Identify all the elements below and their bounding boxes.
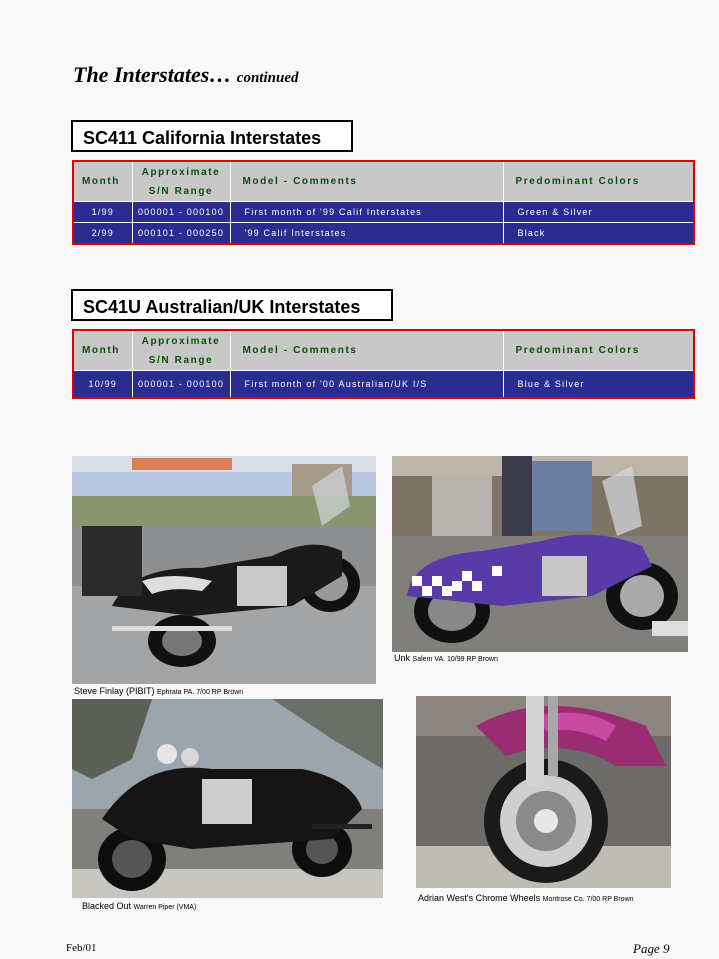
header-sn-range bbox=[132, 330, 230, 371]
cell-colors: Green & Silver bbox=[503, 202, 694, 223]
cell-colors: Blue & Silver bbox=[503, 371, 694, 399]
cell-sn: 000101 - 000250 bbox=[132, 223, 230, 245]
chrome-wheel-closeup-photo bbox=[416, 696, 671, 888]
caption-small: Warren Piper (VMA) bbox=[133, 904, 197, 911]
photo-caption bbox=[418, 893, 634, 903]
table-row bbox=[73, 223, 694, 245]
header-sn-line1: Approximate bbox=[141, 166, 221, 178]
page-title bbox=[73, 62, 298, 88]
header-colors: Predominant Colors bbox=[503, 330, 694, 371]
blacked-out-motorcycle-photo bbox=[72, 699, 383, 898]
cell-colors: Black bbox=[503, 223, 694, 245]
black-flame-motorcycle-photo bbox=[72, 456, 376, 684]
header-sn-line2: S/N Range bbox=[148, 185, 214, 197]
header-model: Model - Comments bbox=[230, 330, 503, 371]
header-sn-range bbox=[132, 161, 230, 202]
photo-caption bbox=[82, 901, 196, 911]
photo-caption bbox=[394, 653, 498, 663]
table-row bbox=[73, 202, 694, 223]
cell-model: First month of '00 Australian/UK I/S bbox=[230, 371, 503, 399]
page-title-continued: continued bbox=[236, 70, 299, 86]
photo-caption bbox=[74, 686, 243, 696]
header-month: Month bbox=[73, 330, 132, 371]
header-colors: Predominant Colors bbox=[503, 161, 694, 202]
caption-main: Blacked Out bbox=[82, 901, 132, 911]
caption-small: Montrose Co. 7/00 RP Brown bbox=[542, 896, 634, 903]
table-header-row bbox=[73, 330, 694, 371]
cell-model: '99 Calif Interstates bbox=[230, 223, 503, 245]
australian-uk-interstates-table bbox=[72, 329, 695, 399]
cell-sn: 000001 - 000100 bbox=[132, 202, 230, 223]
section-heading-california: SC411 California Interstates bbox=[71, 120, 353, 152]
header-sn-line1: Approximate bbox=[141, 335, 221, 347]
cell-month: 1/99 bbox=[73, 202, 132, 223]
page-title-main: The Interstates… bbox=[73, 62, 232, 87]
cell-sn: 000001 - 000100 bbox=[132, 371, 230, 399]
caption-main: Unk bbox=[394, 653, 411, 663]
header-model: Model - Comments bbox=[230, 161, 503, 202]
table-header-row bbox=[73, 161, 694, 202]
footer-date: Feb/01 bbox=[66, 942, 97, 954]
california-interstates-table bbox=[72, 160, 695, 245]
page-number: Page 9 bbox=[633, 941, 670, 956]
purple-checkered-motorcycle-photo bbox=[392, 456, 688, 652]
section-heading-australian-uk: SC41U Australian/UK Interstates bbox=[71, 289, 393, 321]
caption-small: Ephrata PA. 7/00 RP Brown bbox=[157, 689, 244, 696]
cell-month: 10/99 bbox=[73, 371, 132, 399]
header-sn-line2: S/N Range bbox=[148, 354, 214, 366]
cell-month: 2/99 bbox=[73, 223, 132, 245]
header-month: Month bbox=[73, 161, 132, 202]
caption-main: Steve Finlay (PIBIT) bbox=[74, 686, 155, 696]
table-row bbox=[73, 371, 694, 399]
caption-main: Adrian West's Chrome Wheels bbox=[418, 893, 541, 903]
cell-model: First month of '99 Calif Interstates bbox=[230, 202, 503, 223]
caption-small: Salem VA. 10/99 RP Brown bbox=[412, 656, 498, 663]
